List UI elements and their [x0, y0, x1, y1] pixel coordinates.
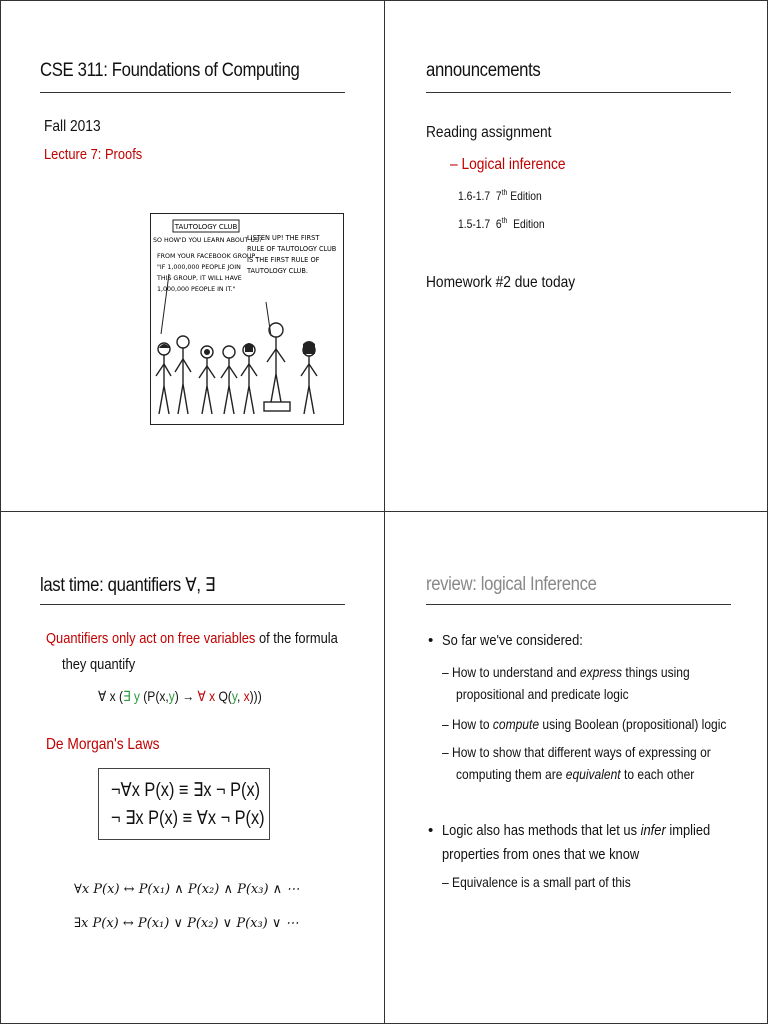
sub-bullet-express-line2: propositional and predicate logic — [456, 686, 629, 702]
comic-drawing — [151, 214, 343, 424]
comic-left-line-4: THIS GROUP, IT WILL HAVE — [157, 275, 242, 282]
title-underline — [426, 92, 731, 93]
sub-bullet-equivalent-line2: computing them are equivalent to each other — [456, 766, 695, 782]
sub-bullet-equivalence-part: – Equivalence is a small part of this — [442, 874, 631, 890]
stick-figures — [156, 323, 317, 414]
bullet-infer: Logic also has methods that let us infer implied — [442, 822, 711, 839]
reading-assignment: Reading assignment — [426, 124, 552, 141]
quantifiers-heading: last time: quantifiers ∀, ∃ — [40, 575, 216, 596]
slide-title — [0, 0, 384, 512]
comic-left-line-2: FROM YOUR FACEBOOK GROUP, — [157, 253, 258, 260]
edition-7-word: Edition — [510, 189, 542, 203]
de-morgan-box — [98, 768, 270, 840]
lecture-label: Lecture 7: Proofs — [44, 146, 143, 163]
edition-6-line — [458, 216, 559, 231]
quantifier-note-rest: of the formula — [255, 630, 338, 647]
svg-text:LISTEN UP! THE FIRST — [246, 234, 338, 275]
title-underline — [40, 92, 345, 93]
edition-6-range: 1.5-1.7 — [458, 217, 491, 231]
quantifier-note-red: Quantifiers only act on free variables — [46, 630, 256, 647]
comic-right-line-4: TAUTOLOGY CLUB. — [247, 267, 308, 275]
review-heading: review: logical Inference — [426, 574, 597, 595]
edition-7-suffix: th — [501, 188, 508, 197]
edition-6-word: Edition — [513, 217, 545, 231]
comic-right-line-3: IS THE FIRST RULE OF — [247, 256, 320, 264]
quantifier-note — [46, 630, 385, 647]
announcements-heading: announcements — [426, 60, 541, 81]
expansion-forall: ∀x P(x) ↔ P(x₁) ∧ P(x₂) ∧ P(x₃) ∧ ⋯ — [74, 882, 300, 897]
term: Fall 2013 — [44, 118, 101, 135]
quantifier-note-line2: they quantify — [62, 656, 136, 673]
edition-7-range: 1.6-1.7 — [458, 189, 491, 203]
homework-notice: Homework #2 due today — [426, 274, 576, 291]
expansion-exists: ∃x P(x) ↔ P(x₁) ∨ P(x₂) ∨ P(x₃) ∨ ⋯ — [74, 916, 299, 931]
bullet-dot: • — [428, 632, 434, 649]
bullet-so-far: So far we've considered: — [442, 632, 583, 649]
de-morgan-law-1: ¬∀x P(x) ≡ ∃x ¬ P(x) — [111, 780, 261, 801]
comic-left-line-1: SO HOW'D YOU LEARN ABOUT US? — [153, 237, 263, 244]
comic-right-line-1: LISTEN UP! THE FIRST — [247, 234, 320, 242]
sub-bullet-express: – How to understand and express things using — [442, 664, 690, 680]
de-morgan-heading: De Morgan's Laws — [46, 736, 160, 753]
title-underline — [426, 604, 731, 605]
sub-bullet-compute: – How to compute using Boolean (propositional) logic — [442, 716, 727, 732]
slide-title-heading: CSE 311: Foundations of Computing — [40, 60, 300, 81]
title-underline — [40, 604, 345, 605]
bullet-infer-line2: properties from ones that we know — [442, 846, 640, 863]
reading-topic: – Logical inference — [450, 156, 566, 173]
edition-7-line — [458, 188, 555, 203]
bullet-dot: • — [428, 822, 434, 839]
slide-announcements — [384, 0, 768, 512]
edition-6-suffix: th — [501, 216, 508, 225]
sub-bullet-equivalent: – How to show that different ways of expressing or — [442, 744, 711, 760]
comic-sign: TAUTOLOGY CLUB — [174, 223, 238, 231]
comic-right-line-2: RULE OF TAUTOLOGY CLUB — [247, 245, 337, 253]
de-morgan-law-2: ¬ ∃x P(x) ≡ ∀x ¬ P(x) — [111, 808, 265, 829]
xkcd-comic — [150, 213, 344, 425]
edition-7-num: 7 — [495, 189, 502, 203]
edition-6-num: 6 — [495, 217, 502, 231]
scope-formula: ∀ x (∃ y (P(x,y) → ∀ x Q(y, x))) — [98, 688, 262, 704]
slide-review-inference — [384, 512, 768, 1024]
comic-left-line-3: "IF 1,000,000 PEOPLE JOIN — [157, 264, 241, 271]
slide-quantifiers — [0, 512, 384, 1024]
comic-left-line-5: 1,000,000 PEOPLE IN IT." — [157, 286, 236, 293]
